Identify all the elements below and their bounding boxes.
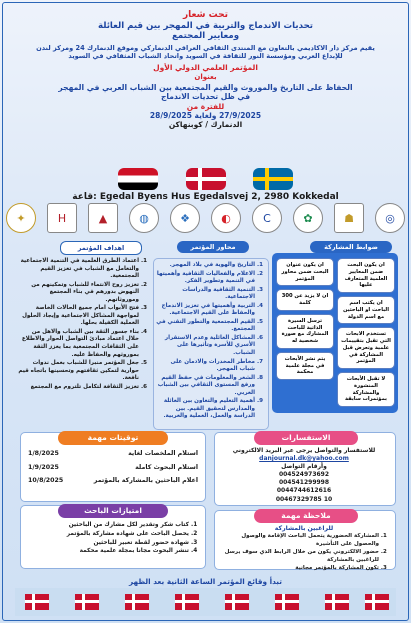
date-value: 10/8/2025 — [28, 477, 64, 484]
condition-card: يتم نشر الأبحاث في مجلة علمية محكمة — [276, 352, 334, 380]
logo-icon: ◎ — [375, 203, 405, 233]
conference-topic: الحفاظ على التاريخ والموروث والقيم المجتمعية بين الشباب العربي في المهجر — [58, 82, 353, 92]
axis-item: 8. الشعر والمعلومات في حفظ القيم ورفع المستوى الثقافي بين الشباب العربي. — [156, 375, 255, 398]
privilege-item: 1. كتاب شكر وتقدير لكل مشارك من الباحثين — [28, 522, 189, 530]
date-value: 1/9/2025 — [28, 463, 59, 471]
date-label: استلام الملخصات لغاية — [128, 450, 198, 457]
date-row — [28, 450, 198, 459]
denmark-flag-icon — [186, 168, 226, 190]
privileges-ribbon: امتيازات الباحث — [58, 504, 168, 518]
conference-titled: بعنوان — [194, 72, 217, 81]
condition-card: ان يكتب اسم الباحث او الباحثين مع اسم الدولة — [337, 296, 395, 324]
poster-header — [8, 10, 403, 129]
objective-item: 4. بناء جسور الثقة بين الشباب والاهل من خلال اعتماد مبادئ التواصل الحوار والاطلاع على الثقافات المجتمعية بما يعزز الثقة بموروثهم والحفاظ عليه. — [18, 329, 139, 359]
logo-icon: ◍ — [129, 203, 159, 233]
conditions-cards-right — [337, 258, 395, 410]
phone-number[interactable]: 004524973692 — [278, 471, 330, 479]
axis-item: 5. القيم المجتمعية والتطور التقني في المجتمع. — [156, 319, 255, 334]
logo-icon: ✿ — [293, 203, 323, 233]
axis-item: 2. الاعلام والفعاليات الثقافية وأهميتها في التنمية وتطوير الفكر. — [156, 271, 255, 286]
iraq-flag-icon — [118, 168, 158, 190]
notes-block — [220, 525, 388, 573]
organizers-line-2: للإبداع العربي ومؤسسة النور للثقافة في السويد واتحاد الشباب المثقافي في السويد — [68, 51, 343, 60]
dates-list — [28, 450, 198, 491]
axes-list — [156, 262, 264, 422]
logo-icon: ☗ — [334, 203, 364, 233]
note-item: 3. تكون المشاركة بالمؤتمر مجانية — [220, 565, 379, 572]
condition-card: ان لا يزيد عن 300 كلمة — [276, 289, 334, 311]
note-item: 2. حضور الالكتروني يكون من خلال الرابط الذي سوف يرسل للراغبين بالمشاركة — [220, 549, 379, 564]
logo-icon: C — [252, 203, 282, 233]
objective-item: 3. فتح الأبواب امام جميع الحالات الخاصة لمواجهة المشاكل الاجتماعية وإيجاد الحلول العملية الكفيلة بحلها. — [18, 305, 139, 328]
objectives-list — [18, 258, 148, 408]
footer-note: تبدأ وقائع المؤتمر الساعة الثانية بعد الظهر — [128, 577, 283, 586]
notes-ribbon: ملاحظة مهمة — [254, 509, 358, 523]
partner-logos — [6, 203, 405, 233]
axis-item: 4. التربية وأهميتها في تعزيز الاندماج والحفاظ على القيم الاجتماعية. — [156, 303, 255, 318]
conditions-header: ضوابط المشاركة — [310, 241, 392, 253]
axis-item: 7. مخاطر المخدرات والادمان على شباب المهجر. — [156, 359, 255, 374]
axis-item: 6. المشاكل العائلية وعدم الاستقرار الأسري للأسرة وتأثيرها على الشباب. — [156, 335, 255, 358]
conditions-cards-left — [276, 258, 334, 383]
axis-item: 9. أهمية التعليم والتعاون بين العائلة والمدارس لتحقيق القيم. بين الدراسة والعمل، العملية والعربية. — [156, 398, 255, 421]
hand-flags — [118, 168, 293, 192]
period-label: للفترة من — [186, 102, 225, 112]
date-label: اعلام الباحثين بالمشاركة بالمؤتمر — [93, 477, 198, 484]
contact-block — [220, 447, 388, 504]
axes-header: محاور المؤتمر — [177, 241, 249, 253]
phones-label: وأرقام التواصل — [281, 463, 327, 471]
condition-card: لا تقبل الأبحاث المنشورة والمشاركة بمؤتمرات سابقة — [337, 372, 395, 407]
logo-icon: ▲ — [88, 203, 118, 233]
conference-name: المؤتمر العلمي الدولي الأول — [153, 63, 258, 73]
condition-card: ان يكون البحث ضمن المعايير العلمية المتعارف عليها — [337, 258, 395, 293]
condition-card: تستخدم الابحاث التي تقبل بتقييمات علمية وتعرض قبل المشاركة في المؤتمر — [337, 327, 395, 369]
contact-intro: للاستفسار والتواصل يرجى عبر البريد الالكتروني — [232, 447, 376, 454]
objectives-header: اهداف المؤتمر — [60, 241, 142, 255]
phone-number[interactable]: 004541299998 — [278, 479, 330, 487]
slogan-title: تحديات الاندماج والتربية في المهجر بين قيم العائلة — [97, 21, 314, 32]
phone-number[interactable]: 00467329785 10 — [275, 495, 333, 503]
objective-item: 6. تعزيز الثقافة لتكامل تلتروم مع المجتمع — [18, 384, 139, 392]
condition-card: ان يكون عنوان البحث ضمن محاور المؤتمر — [276, 258, 334, 286]
contact-ribbon: الاستفسارات — [254, 431, 358, 445]
dates-ribbon: توقيتات مهمة — [58, 431, 168, 445]
phone-number[interactable]: 0044744612616 — [276, 487, 332, 495]
slogan-intro: تحت شعار — [182, 10, 229, 20]
logo-icon: ◐ — [211, 203, 241, 233]
note-item: 1. المشاركة الحضورية يتحمل الباحث الإقامة والوصول والحصول على التأشيرة — [220, 533, 379, 548]
location: الدنمارك / كوبنهاكن — [168, 119, 243, 129]
period-dates: 27/9/2025 ولغاية 28/9/2025 — [149, 110, 262, 120]
logo-icon: ✦ — [6, 203, 36, 233]
privilege-item: 3. شهادة حضور لقطة تعبير للباحثين — [28, 540, 189, 548]
date-row — [28, 477, 198, 486]
contact-email[interactable]: danjournal.dk@yahoo.com — [259, 455, 349, 463]
flags-banner-icon — [15, 588, 396, 616]
condition-card: ترسل السيرة الذاتية للباحث المشارك مع صورة شخصية له — [276, 314, 334, 349]
organizers-line-1: يقيم مركز دار الاكاديمي بالتعاون مع المنتدى الثقافي العراقي الدنماركي وموقع الدنمارك 24 ومركز لندن — [36, 44, 375, 53]
venue-address: قاعة: Egedal Byens Hus Egedalsvej 2, 2980 Kokkedal — [72, 192, 339, 202]
logo-icon: H — [47, 203, 77, 233]
date-value: 1/8/2025 — [28, 450, 59, 457]
conference-topic-2: في ظل تحديات الاندماج — [160, 91, 251, 101]
date-label: استلام البحوث كاملة — [135, 463, 198, 471]
axis-item: 1. التاريخ والهوية في بلاد المهجر. — [156, 262, 255, 270]
sweden-flag-icon — [253, 168, 293, 190]
privileges-list — [28, 522, 198, 557]
objective-item: 2. تعزيز روح الانتماء للشباب وتمكينهم من النهوض بدورهم في بناء المجتمع وموروثاتهم. — [18, 282, 139, 305]
objective-item: 1. اعتماد الطرق العلمية في التنمية الاجتماعية والتعامل مع الشباب في تعزيز القيم المجتمعية. — [18, 258, 139, 281]
logo-icon: ❖ — [170, 203, 200, 233]
privilege-item: 2. يحصل الباحث على شهادة مشاركة بالمؤتمر — [28, 531, 189, 539]
notes-subtitle: للراغبين بالمشاركة — [274, 525, 334, 532]
date-row — [28, 464, 198, 473]
axis-item: 3. التنمية الثقافية والدراسات الاجتماعية. — [156, 287, 255, 302]
privilege-item: 4. تنشر البحوث مجانا بمجلة علمية محكمة — [28, 548, 189, 556]
objective-item: 5. جعل المؤتمر منبرا للشباب بعمل ندوات حوارية لتمكين ثقافتهم وتحسينها باتجاه قيم نافعة. — [18, 360, 139, 383]
slogan-title-2: ومعايير المجتمع — [171, 31, 240, 42]
